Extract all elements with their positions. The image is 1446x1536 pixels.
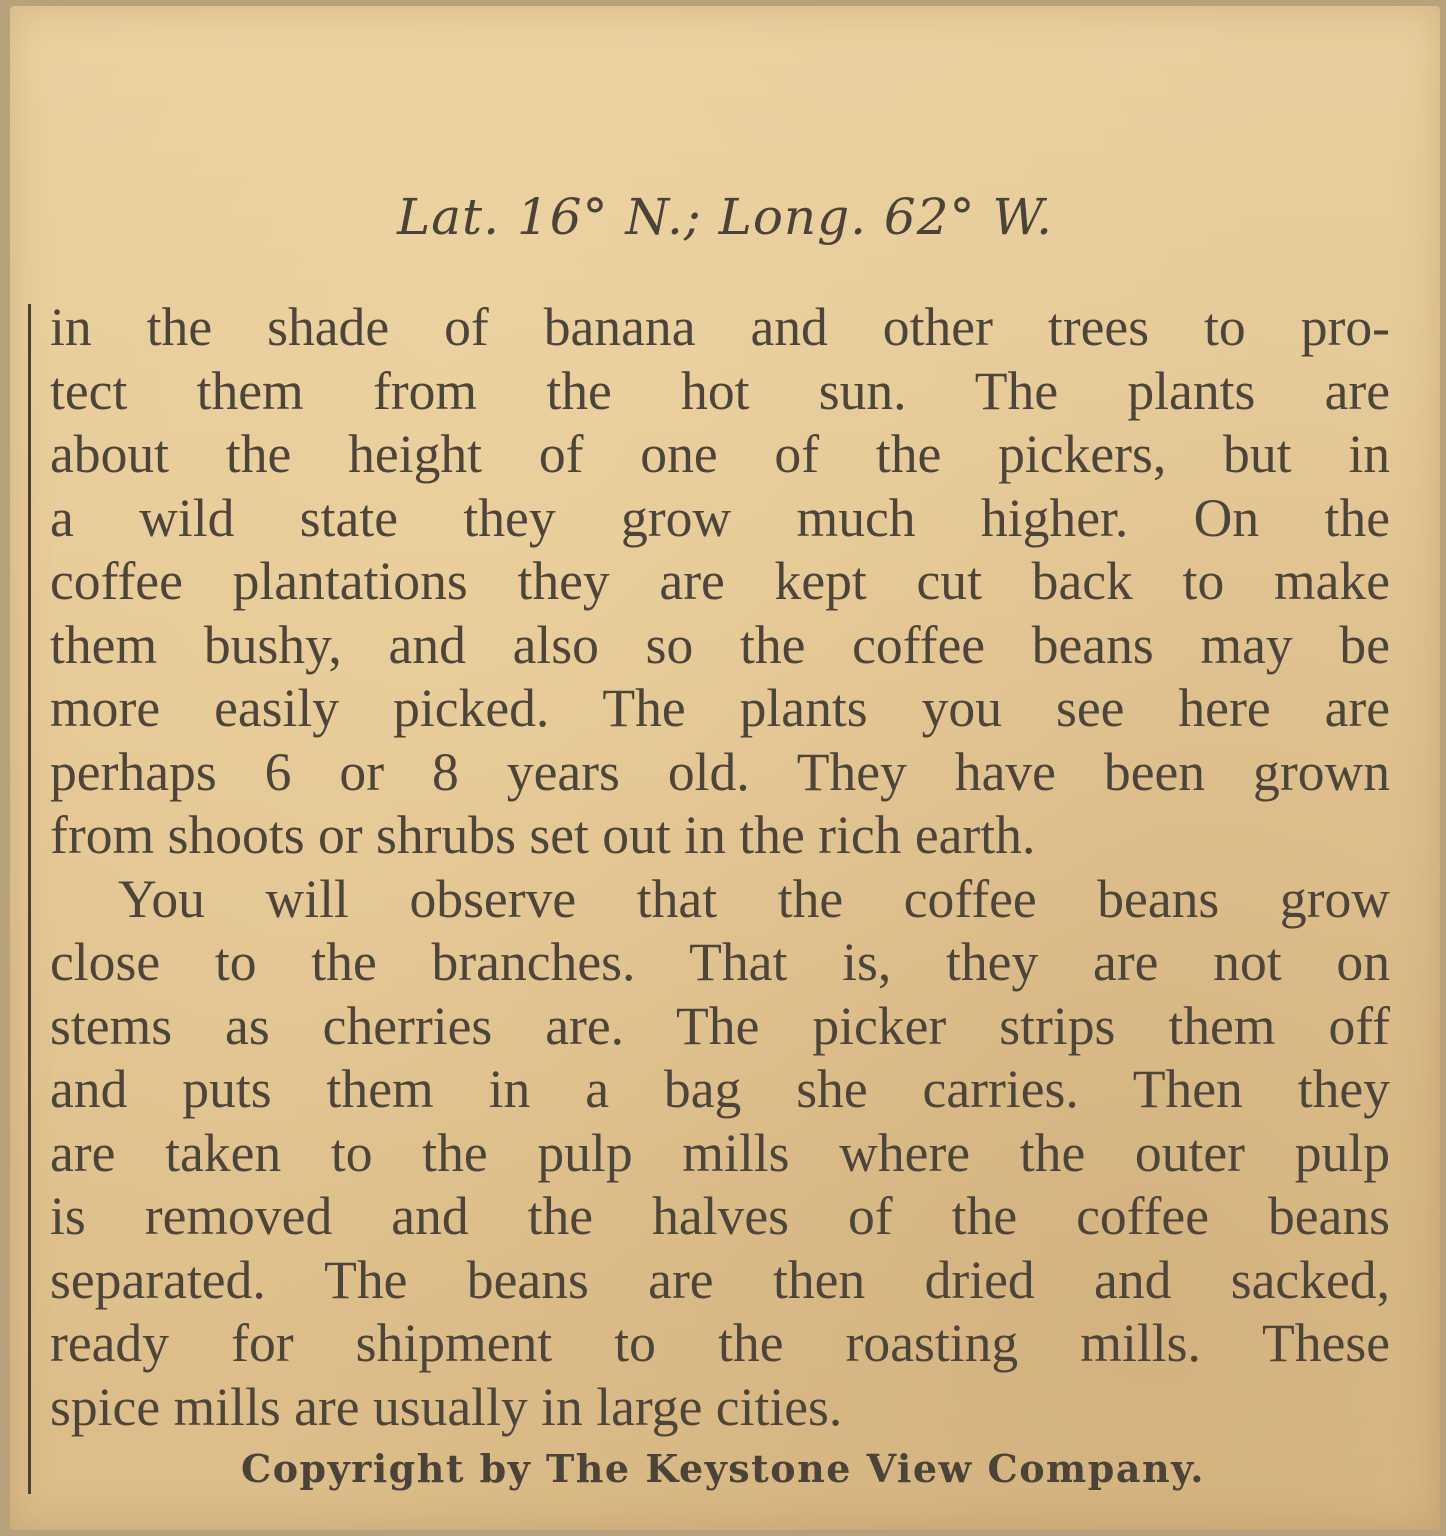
stereoview-card-back [10, 6, 1440, 1530]
text-line: coffee plantations they are kept cut back to make [50, 551, 1390, 611]
text-line: spice mills are usually in large cities. [50, 1376, 843, 1437]
text-line: about the height of one of the pickers, but in [50, 424, 1390, 484]
text-line: ready for shipment to the roasting mills. These [50, 1313, 1390, 1373]
text-line: from shoots or shrubs set out in the rich earth. [50, 805, 1036, 865]
text-line: is removed and the halves of the coffee beans [50, 1186, 1390, 1246]
text-line: tect them from the hot sun. The plants are [50, 360, 1390, 421]
text-line: You will observe that the coffee beans grow [118, 868, 1390, 929]
text-line: are taken to the pulp mills where the outer pulp [50, 1122, 1390, 1183]
text-line: and puts them in a bag she carries. Then they [50, 1059, 1390, 1119]
text-line: separated. The beans are then dried and sacked, [50, 1249, 1390, 1310]
text-line: in the shade of banana and other trees to pro- [50, 297, 1390, 357]
left-margin-rule [28, 304, 31, 1494]
text-line: more easily picked. The plants you see here are [50, 678, 1390, 738]
text-line: them bushy, and also so the coffee beans may be [50, 614, 1390, 675]
coordinates-heading: Lat. 16° N.; Long. 62° W. [397, 188, 1053, 246]
text-line: close to the branches. That is, they are not on [50, 932, 1390, 992]
text-line: perhaps 6 or 8 years old. They have been grown [50, 741, 1390, 802]
copyright-notice: Copyright by The Keystone View Company. [240, 1446, 1206, 1491]
text-line: stems as cherries are. The picker strips them off [50, 995, 1390, 1056]
body-text [50, 296, 1390, 1439]
paragraph-1 [50, 296, 1390, 868]
paragraph-2 [50, 868, 1390, 1440]
text-line: a wild state they grow much higher. On the [50, 487, 1390, 548]
